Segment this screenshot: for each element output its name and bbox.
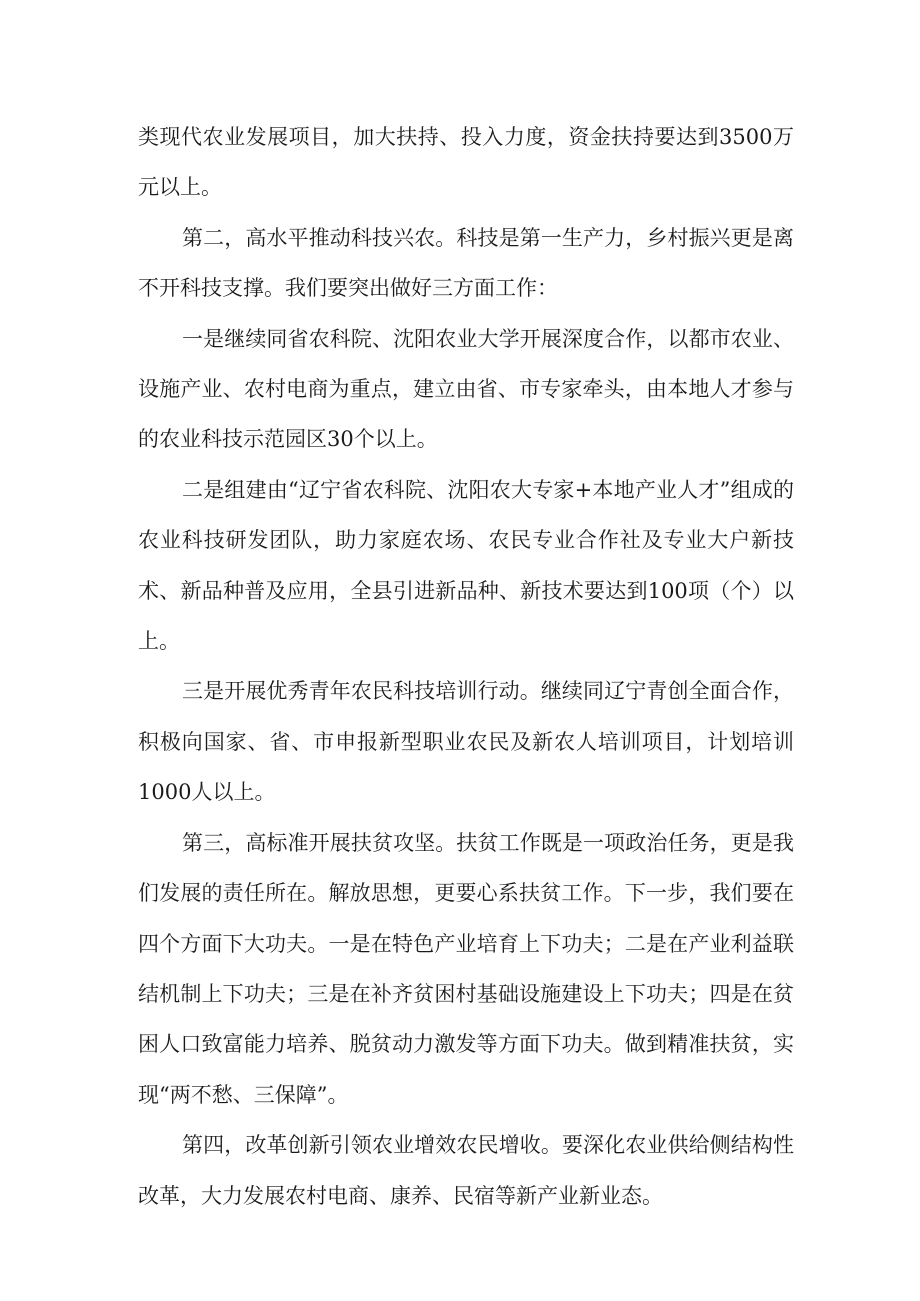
paragraph-1: 类现代农业发展项目，加大扶持、投入力度，资金扶持要达到3500万元以上。 [138, 125, 794, 200]
paragraph-6: 第三，高标准开展扶贫攻坚。扶贫工作既是一项政治任务，更是我们发展的责任所在。解放思想，更要心系扶贫工作。下一步，我们要在四个方面下大功夫。一是在特色产业培育上下功夫；二是在产业利益联结机制上下功夫；三是在补齐贫困村基础设施建设上下功夫；四是在贫困人口致富能力培养、脱贫动力激发等方面下功夫。做到精准扶贫，实现“两不愁、三保障”。 [138, 830, 794, 1107]
paragraph-7: 第四，改革创新引领农业增效农民增收。要深化农业供给侧结构性改革，大力发展农村电商、康养、民宿等新产业新业态。 [138, 1133, 794, 1208]
document-body [138, 112, 794, 1221]
paragraph-3: 一是继续同省农科院、沈阳农业大学开展深度合作，以都市农业、设施产业、农村电商为重点，建立由省、市专家牵头，由本地人才参与的农业科技示范园区30个以上。 [138, 326, 794, 452]
paragraph-4: 二是组建由“辽宁省农科院、沈阳农大专家+本地产业人才”组成的农业科技研发团队，助力家庭农场、农民专业合作社及专业大户新技术、新品种普及应用，全县引进新品种、新技术要达到100项（个）以上。 [138, 477, 794, 654]
paragraph-5: 三是开展优秀青年农民科技培训行动。继续同辽宁青创全面合作，积极向国家、省、市申报新型职业农民及新农人培训项目，计划培训1000人以上。 [138, 679, 794, 805]
paragraph-2: 第二，高水平推动科技兴农。科技是第一生产力，乡村振兴更是离不开科技支撑。我们要突出做好三方面工作： [138, 225, 794, 301]
